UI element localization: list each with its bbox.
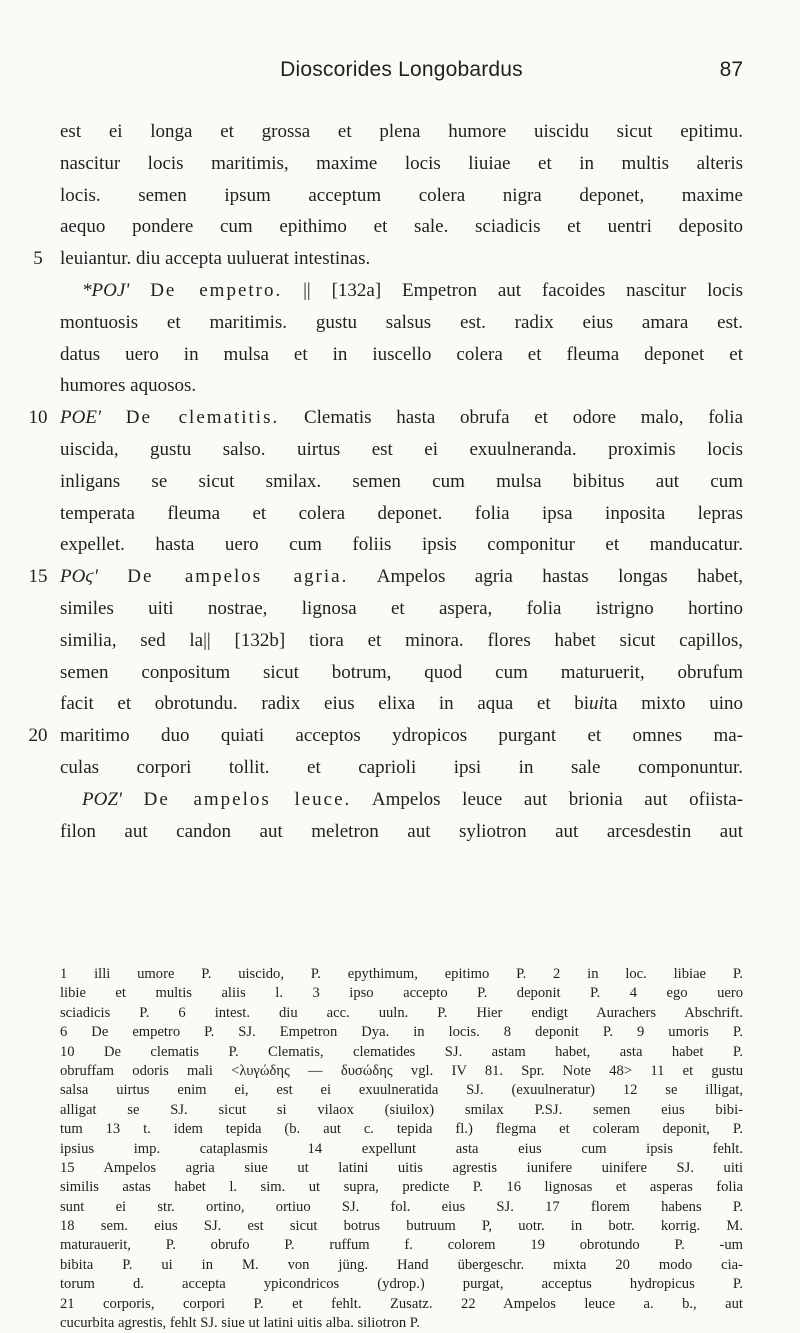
apparatus-line: 15 Ampelos agria siue ut latini uitis agrestis iunifere uinifere SJ. uiti [60,1159,743,1176]
text-line-3 [0,180,800,212]
chapter-signature: *POJ' [82,279,130,301]
page-header [60,58,743,88]
apparatus-line: ipsius imp. cataplasmis 14 expellunt asta eius cum ipsis fehlt. [60,1140,743,1157]
chapter-signature: POZ' [82,788,122,810]
text-line-17 [0,625,800,657]
text-line-5 [0,243,800,275]
text-line-8 [0,339,800,371]
apparatus-line: torum d. accepta ypicondricos (ydrop.) purgat, acceptus hydropicus P. [60,1276,743,1293]
apparatus-line: 1 illi umore P. uiscido, P. epythimum, epitimo P. 2 in loc. libiae P. [60,966,743,982]
line-text: leuiantur. diu accepta uuluerat intestinas. [60,248,371,270]
line-text-a: facit et obrotundu. radix eius elixa in aqua et bi [60,693,590,715]
chapter-title: De empetro. [150,279,283,301]
line-text: est ei longa et grossa et plena humore uiscidu sicut epitimu. [60,121,743,142]
chapter-title: De clematitis. [125,407,280,429]
apparatus-line: cucurbita agrestis, fehlt SJ. siue ut latini uitis alba. siliotron P. [60,1315,420,1332]
line-text: maritimo duo quiati acceptos ydropicos purgant et omnes ma- [60,725,743,747]
apparatus-line: 10 De clematis P. Clematis, clematides SJ. astam habet, asta habet P. [60,1043,743,1060]
line-text: temperata fleuma et colera deponet. folia ipsa inposita lepras [60,502,743,524]
text-line-14 [0,529,800,561]
chapter-title: De ampelos agria. [127,566,349,588]
line-number: 10 [28,407,48,429]
text-line-15 [0,561,800,593]
text-line-23 [0,816,800,848]
line-text: semen conpositum sicut botrum, quod cum maturuerit, obrufum [60,661,743,683]
apparatus-line: alligat se SJ. sicut si vilaox (siuilox) smilax P.SJ. semen eius bibi- [60,1101,743,1118]
line-text: similia, sed la|| [132b] tiora et minora. flores habet sicut capillos, [60,629,743,651]
line-number: 20 [28,725,48,747]
text-line-16 [0,593,800,625]
line-text [60,402,743,434]
line-text: similes uiti nostrae, lignosa et aspera, folia istrigno hortino [60,597,743,619]
text-line-21 [0,752,800,784]
page-number: 87 [719,58,743,81]
line-text: montuosis et maritimis. gustu salsus est. radix eius amara est. [60,311,743,333]
text-line-2 [0,148,800,180]
line-text-rest: Clematis hasta obrufa et odore malo, folia [303,407,744,429]
text-line-10 [0,402,800,434]
apparatus-line: bibita P. ui in M. von jüng. Hand übergeschr. mixta 20 modo cia- [60,1256,743,1273]
line-number: 5 [33,248,43,270]
apparatus-line: obruffam odoris mali <λυγώδης — δυσώδης vgl. IV 81. Spr. Note 48> 11 et gustu [60,1062,743,1079]
line-number: 15 [28,566,48,588]
text-line-13 [0,498,800,530]
apparatus-line: maturauerit, P. obrufo P. ruffum f. colorem 19 obrotundo P. -um [60,1237,743,1254]
running-title: Dioscorides Longobardus [280,58,523,81]
apparatus-line: 6 De empetro P. SJ. Empetron Dya. in locis. 8 deponit P. 9 umoris P. [60,1024,743,1041]
apparatus-line: 18 sem. eius SJ. est sicut botrus butruum P, uotr. in botr. korrig. M. [60,1218,743,1235]
text-line-22 [0,784,800,816]
line-text-rest: Ampelos agria hastas longas habet, [376,566,744,588]
line-text [60,561,743,593]
apparatus-line: libie et multis aliis l. 3 ipso accepto P. deponit P. 4 ego uero [60,985,743,1002]
apparatus-line: sciadicis P. 6 intest. diu acc. uuln. P. Hier endigt Aurachers Abschrift. [60,1004,743,1021]
line-text: inligans se sicut smilax. semen cum mulsa bibitus aut cum [60,470,743,492]
text-line-19 [0,688,800,720]
line-text: uiscida, gustu salso. uirtus est ei exuulneranda. proximis locis [60,438,743,460]
apparatus-line: salsa uirtus enim ei, est ei exuulneratida SJ. (exuulneratur) 12 se illigat, [60,1082,743,1099]
text-line-7 [0,307,800,339]
apparatus-line: similis astas habet l. sim. ut supra, predicte P. 16 lignosas et asperas folia [60,1179,743,1196]
apparatus-line: 21 corporis, corpori P. et fehlt. Zusatz. 22 Ampelos leuce a. b., aut [60,1295,743,1312]
chapter-title: De ampelos leuce. [143,788,352,810]
line-text: expellet. hasta uero cum foliis ipsis componitur et manducatur. [60,534,743,556]
text-line-6 [0,275,800,307]
apparatus-line: tum 13 t. idem tepida (b. aut c. tepida fl.) flegma et coleram deponit, P. [60,1121,743,1138]
text-line-9 [0,370,800,402]
italic-insertion: ui [589,693,604,715]
line-text: humores aquosos. [60,375,197,397]
line-text [60,784,743,816]
text-line-4 [0,211,800,243]
text-line-12 [0,466,800,498]
chapter-signature: POE' [60,407,101,429]
text-line-11 [0,434,800,466]
line-text-rest: || [132a] Empetron aut facoides nascitur locis [303,279,743,301]
line-text: culas corpori tollit. et caprioli ipsi in sale componuntur. [60,756,743,778]
critical-apparatus [60,965,743,1333]
line-text: filon aut candon aut meletron aut syliotron aut arcesdestin aut [60,820,743,842]
line-text-rest: Ampelos leuce aut brionia aut ofiista- [371,788,743,810]
line-text [60,688,743,720]
line-text [60,275,743,307]
line-text: aequo pondere cum epithimo et sale. sciadicis et uentri deposito [60,216,743,238]
chapter-signature: POϛ' [60,566,98,588]
text-line-1 [0,116,800,148]
text-line-18 [0,657,800,689]
main-text [0,116,800,847]
line-text: nascitur locis maritimis, maxime locis liuiae et in multis alteris [60,152,743,174]
line-text: locis. semen ipsum acceptum colera nigra deponet, maxime [60,184,743,206]
apparatus-line: sunt ei str. ortino, ortiuo SJ. fol. eius SJ. 17 florem habens P. [60,1198,743,1215]
text-line-20 [0,720,800,752]
line-text: datus uero in mulsa et in iuscello colera et fleuma deponet et [60,343,743,365]
line-text-c: ta mixto uino [603,693,743,715]
